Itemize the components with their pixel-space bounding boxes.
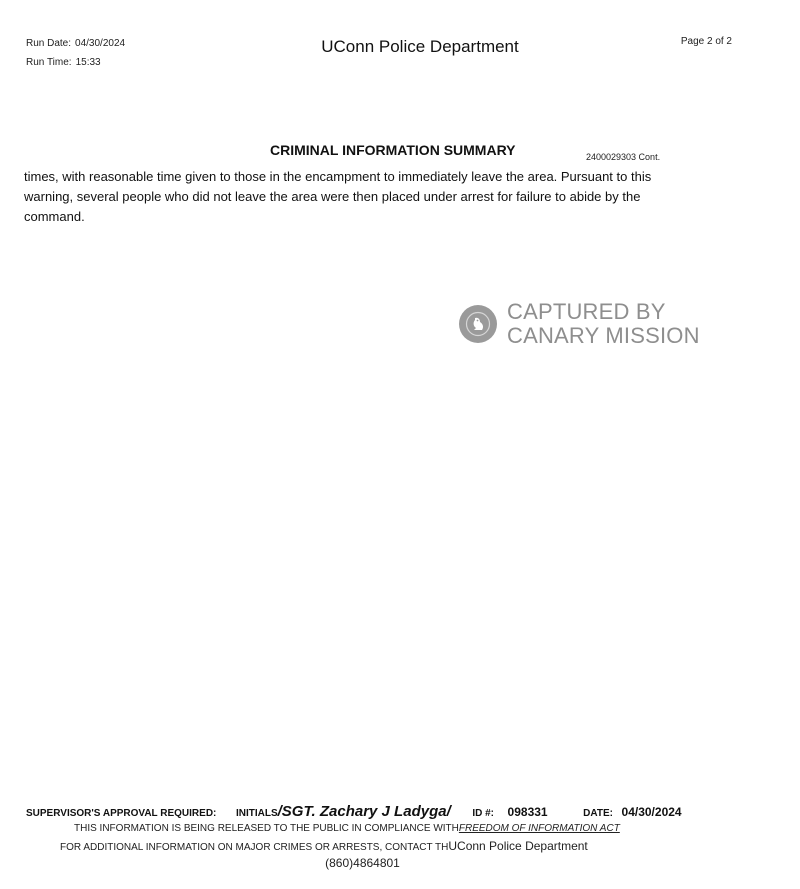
contact-text: FOR ADDITIONAL INFORMATION ON MAJOR CRIMES OR ARRESTS, CONTACT TH — [60, 842, 449, 853]
initials-label: INITIALS — [235, 808, 278, 819]
approval-row — [26, 803, 682, 820]
foi-act-link[interactable]: FREEDOM OF INFORMATION ACT — [458, 823, 620, 834]
watermark-line-1: CAPTURED BY — [507, 299, 666, 324]
watermark-line-2: CANARY MISSION — [507, 323, 700, 348]
contact-phone: (860)4864801 — [325, 856, 400, 870]
section-title: CRIMINAL INFORMATION SUMMARY — [270, 142, 516, 158]
page-number: Page 2 of 2 — [680, 36, 732, 47]
watermark-text — [507, 300, 700, 348]
run-time-label: Run Time: — [26, 57, 72, 68]
canary-bird-icon — [459, 305, 497, 343]
run-date-value: 04/30/2024 — [75, 38, 126, 49]
id-value: 098331 — [507, 805, 548, 819]
date-value: 04/30/2024 — [621, 805, 682, 819]
department-title: UConn Police Department — [321, 37, 519, 56]
id-label: ID #: — [472, 808, 494, 819]
canary-bird-icon-svg — [465, 311, 491, 337]
summary-paragraph: times, with reasonable time given to those in the encampment to immediately leave the area. Pursuant to this warning, several people who did not leave the area were then placed under arrest for failure to abide by the command. — [24, 169, 652, 224]
case-number: 2400029303 Cont. — [586, 152, 661, 162]
run-time-value: 15:33 — [75, 57, 101, 68]
foi-notice — [74, 823, 620, 834]
foi-text: THIS INFORMATION IS BEING RELEASED TO THE PUBLIC IN COMPLIANCE WITH — [74, 823, 459, 834]
contact-department: UConn Police Department — [448, 839, 588, 853]
run-date-label: Run Date: — [26, 38, 72, 49]
date-label: DATE: — [583, 808, 613, 819]
supervisor-signature: /SGT. Zachary J Ladyga/ — [277, 803, 451, 820]
contact-notice — [60, 839, 588, 853]
canary-mission-watermark — [459, 300, 700, 348]
approval-label: SUPERVISOR'S APPROVAL REQUIRED: — [26, 808, 217, 819]
